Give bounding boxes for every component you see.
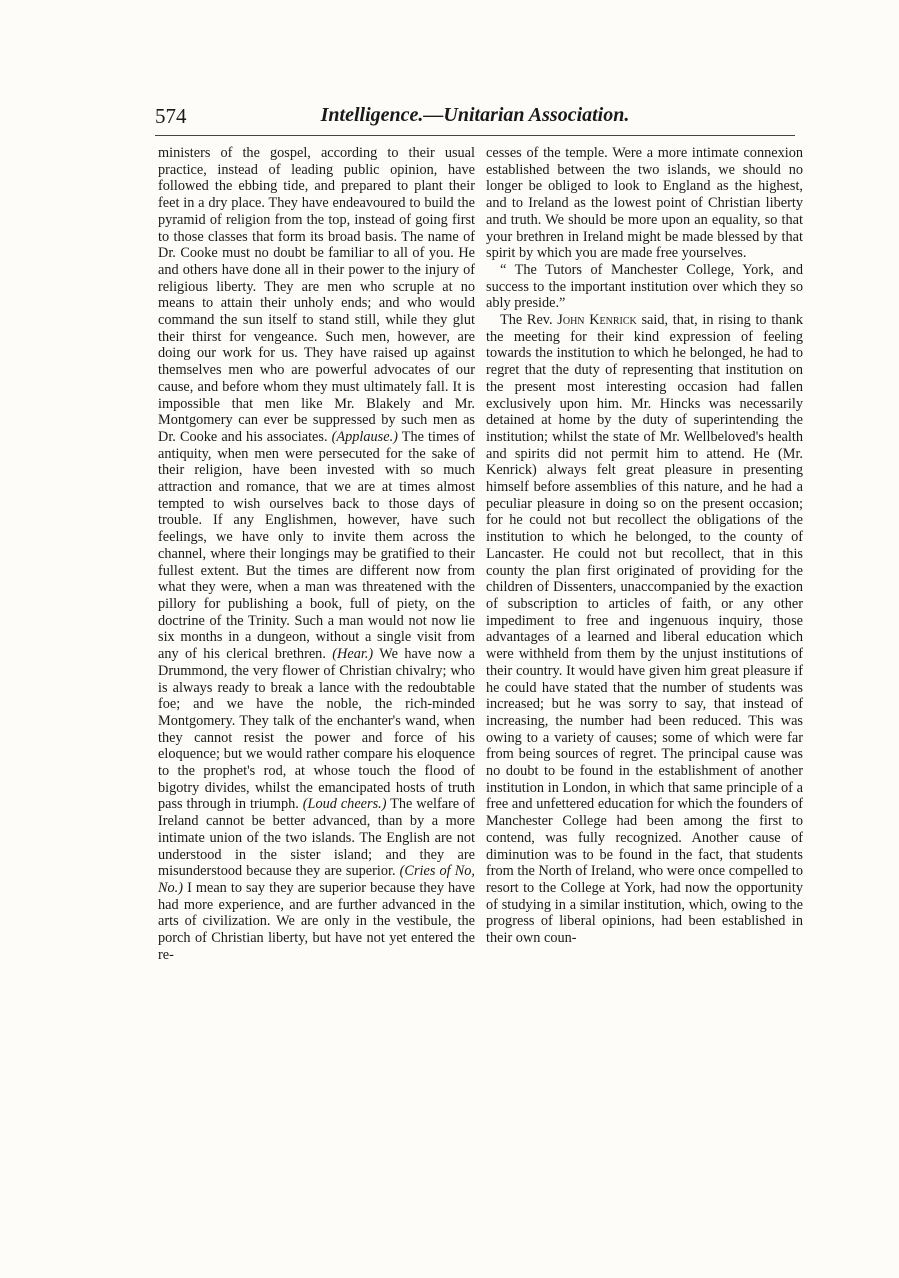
kenrick-paragraph <box>486 312 803 947</box>
cries-note: (Cries of No, No.) <box>158 863 475 896</box>
right-paragraph-1: cesses of the temple. Were a more intimate connexion established between the two islands, we should no longer be obliged to look to England as the highest, and to Ireland as the lowest point of Christian liberty and truth. We should be more upon an equality, so that your brethren in Ireland might be made blessed by that spirit by which you are made free yourselves. <box>486 145 803 262</box>
left-column <box>158 145 475 963</box>
left-text-4: The welfare of Ireland cannot be better advanced, than by a more intimate union of the two islands. The English are not understood in the sister island; and they are misunderstood because they are superior. <box>158 796 475 880</box>
toast-paragraph: “ The Tutors of Manchester College, York, and success to the important institution over which they so ably preside.” <box>486 261 803 312</box>
page-number: 574 <box>155 104 187 128</box>
applause-note: (Applause.) <box>331 428 398 445</box>
speaker-name: John Kenrick <box>557 312 637 329</box>
page-header <box>155 104 795 130</box>
rev-prefix: The Rev. <box>500 312 553 329</box>
left-text-1: ministers of the gospel, according to their usual practice, instead of leading public opinion, have followed the ebbing tide, and prepared to plant their feet in a dry place. They have endeavoured to build the pyramid of religion from the top, instead of going first to those classes that form its broad basis. The name of Dr. Cooke must no doubt be familiar to all of you. He and others have done all in their power to the injury of religious liberty. They are men who scruple at no means to attain their unholy ends; and who would command the sun itself to stand still, while they glut their thirst for vengeance. Such men, however, are doing our work for us. They have raised up against themselves men who are powerful advocates of our cause, and before whom they must ultimately fall. It is impossible that men like Mr. Blakely and Mr. Montgomery can ever be suppressed by such men as Dr. Cooke and his associates. <box>158 145 475 445</box>
header-rule <box>155 135 795 136</box>
loud-cheers-note: (Loud cheers.) <box>302 796 387 813</box>
left-text-5: I mean to say they are superior because they have had more experience, and are further advanced in the arts of civilization. We are only in the vestibule, the porch of Christian liberty, but have not yet entered the re- <box>158 879 475 963</box>
hear-note: (Hear.) <box>332 646 374 663</box>
right-column <box>486 145 803 947</box>
left-text-2: The times of antiquity, when men were persecuted for the sake of their religion, have been invested with so much attraction and romance, that we are at times almost tempted to wish ourselves back to those days of trouble. If any Englishmen, however, have such feelings, we have only to invite them across the channel, where their longings may be gratified to their fullest extent. But the times are different now from what they were, when a man was threatened with the pillory for publishing a book, full of piety, on the doctrine of the Trinity. Such a man would not now lie six months in a dungeon, without a single visit from any of his clerical brethren. <box>158 428 475 663</box>
left-text-3: We have now a Drummond, the very flower of Christian chivalry; who is always ready to break a lance with the redoubtable foe; and we have the noble, the rich-minded Montgomery. They talk of the enchanter's wand, when they cannot resist the power and force of his eloquence; but we would rather compare his eloquence to the prophet's rod, at whose touch the flood of bigotry divides, whilst the emancipated hosts of truth pass through in triumph. <box>158 646 475 813</box>
left-paragraph <box>158 145 475 963</box>
kenrick-speech: said, that, in rising to thank the meeting for their kind expression of feeling towards the institution to which he belonged, he had to regret that the duty of representing that institution on the present most interesting occasion had fallen exclusively upon him. Mr. Hincks was necessarily detained at home by the duty of superintending the institution; whilst the state of Mr. Wellbeloved's health and spirits did not permit him to attend. He (Mr. Kenrick) always felt great pleasure in presenting himself before assemblies of this nature, and he had a peculiar pleasure in doing so on the present occasion; for he could not but recollect the obligations of the institution to which he belonged, to the county of Lancaster. He could not but recollect, that in this county the plan first originated of providing for the children of Dissenters, unaccompanied by the exaction of subscription to articles of faith, or any other impediment to free and ingenuous inquiry, those advantages of a learned and liberal education which were withheld from them by the unjust institutions of their country. It would have given him great pleasure if he could have stated that the number of students was increased; but he was sorry to say, that instead of increasing, the number had been reduced. This was owing to a variety of causes; some of which were far from being sources of regret. The principal cause was no doubt to be found in the establishment of another institution in London, in which that same principle of a free and unfettered education for which the founders of Manchester College had been among the first to contend, was fully recognized. Another cause of diminution was to be found in the fact, that students from the North of Ireland, who were once compelled to resort to the College at York, had now the opportunity of studying in a similar institution, which, owing to the progress of liberal opinions, had been established in their own coun- <box>486 312 804 947</box>
running-title: Intelligence.—Unitarian Association. <box>320 104 630 126</box>
